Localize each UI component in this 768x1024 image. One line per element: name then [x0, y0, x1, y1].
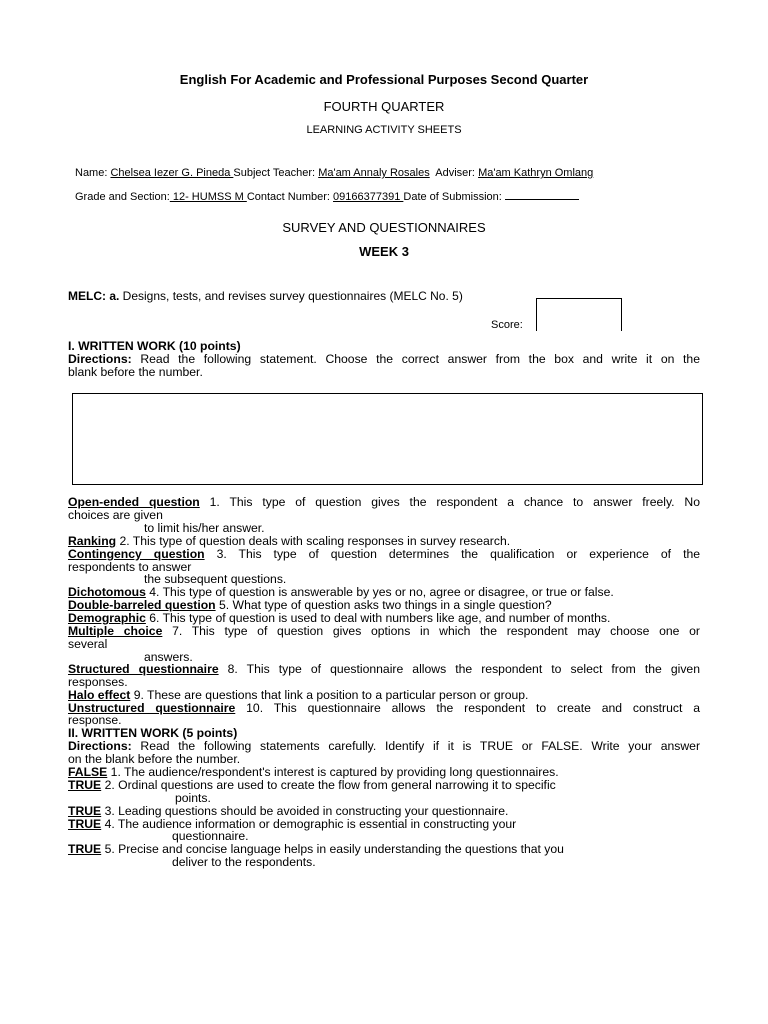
item-text: 3. Leading questions should be avoided in constructing your questionnaire.: [101, 804, 509, 818]
item-text: 5. Precise and concise language helps in easily understanding the questions that you: [101, 842, 564, 856]
course-title: English For Academic and Professional Purposes Second Quarter: [179, 72, 589, 87]
teacher-value: Ma'am Annaly Rosales: [318, 167, 430, 179]
answer-choices-box: [72, 393, 703, 485]
part2-item-5: [68, 843, 564, 856]
info-line-1: [75, 167, 593, 179]
part1-directions-label: Directions:: [68, 352, 132, 366]
info-line-2: [75, 189, 579, 203]
part1-item-8: [68, 663, 700, 676]
melc-line: [68, 289, 463, 303]
item-answer: Dichotomous: [68, 585, 146, 599]
item-text: 10. This questionnaire allows the respondent to create and construct a: [235, 701, 700, 715]
item-answer: TRUE: [68, 778, 102, 792]
part1-item-7: [68, 625, 700, 638]
item-text: 6. This type of question is used to deal with numbers like age, and number of months.: [145, 611, 611, 625]
part1-item-3-cont: respondents to answer: [68, 560, 192, 574]
topic-week: WEEK 3: [359, 244, 409, 259]
score-box: [536, 298, 622, 331]
item-text: 2. Ordinal questions are used to create the flow from general narrowing it to specific: [101, 778, 556, 792]
part2-item-2-cont: points.: [175, 791, 211, 805]
part1-item-3-cont2: the subsequent questions.: [144, 572, 287, 586]
item-answer: Unstructured questionnaire: [68, 701, 236, 715]
part1-item-10-cont: response.: [68, 713, 122, 727]
item-answer: TRUE: [68, 804, 102, 818]
part2-item-4-cont: questionnaire.: [172, 829, 249, 843]
contact-value: 09166377391: [333, 191, 404, 203]
item-answer: Halo effect: [68, 688, 131, 702]
sheet-title: LEARNING ACTIVITY SHEETS: [306, 124, 462, 136]
part2-item-5-cont: deliver to the respondents.: [172, 855, 316, 869]
part1-item-8-cont: responses.: [68, 675, 128, 689]
part1-item-1-cont: choices are given: [68, 508, 163, 522]
item-answer: Structured questionnaire: [68, 662, 219, 676]
item-text: 1. This type of question gives the respondent a chance to answer freely. No: [199, 495, 700, 509]
part1-directions-line2: blank before the number.: [68, 365, 203, 379]
part1-item-1-cont2: to limit his/her answer.: [144, 521, 265, 535]
teacher-label: Subject Teacher:: [233, 167, 316, 179]
grade-label: Grade and Section:: [75, 191, 170, 203]
quarter-title: FOURTH QUARTER: [323, 99, 445, 114]
name-label: Name:: [75, 167, 108, 179]
part2-directions-label: Directions:: [68, 739, 132, 753]
part1-item-7-cont2: answers.: [144, 650, 193, 664]
item-answer: Double-barreled question: [68, 598, 216, 612]
part1-heading: I. WRITTEN WORK (10 points): [68, 339, 241, 353]
item-answer: TRUE: [68, 842, 102, 856]
part2-item-2: [68, 779, 556, 792]
item-answer: Multiple choice: [68, 624, 163, 638]
part1-item-10: [68, 702, 700, 715]
item-text: 9. These are questions that link a position to a particular person or group.: [130, 688, 529, 702]
topic-title: SURVEY AND QUESTIONNAIRES: [282, 220, 486, 235]
item-answer: Demographic: [68, 611, 146, 625]
item-answer: TRUE: [68, 817, 102, 831]
score-label: Score:: [491, 319, 523, 331]
item-text: 4. The audience information or demographic is essential in constructing your: [101, 817, 517, 831]
adviser-value: Ma'am Kathryn Omlang: [478, 167, 594, 179]
part1-directions-text: Read the following statement. Choose the correct answer from the box and write it on the: [131, 352, 700, 366]
item-answer: Contingency question: [68, 547, 205, 561]
item-answer: Open-ended question: [68, 495, 200, 509]
item-text: 8. This type of questionnaire allows the respondent to select from the given: [218, 662, 700, 676]
item-text: 5. What type of question asks two things in a single question?: [215, 598, 552, 612]
item-text: 2. This type of question deals with scaling responses in survey research.: [116, 534, 511, 548]
adviser-label: Adviser:: [435, 167, 475, 179]
melc-label: MELC: a.: [68, 289, 120, 303]
item-text: 3. This type of question determines the qualification or experience of the: [204, 547, 701, 561]
melc-text: Designs, tests, and revises survey questionnaires (MELC No. 5): [119, 289, 463, 303]
part2-directions-text: Read the following statements carefully. Identify if it is TRUE or FALSE. Write your answer: [131, 739, 700, 753]
submission-blank: [505, 189, 579, 200]
item-answer: Ranking: [68, 534, 117, 548]
part2-directions-line2: on the blank before the number.: [68, 752, 241, 766]
submission-label: Date of Submission:: [403, 191, 502, 203]
item-text: 1. The audience/respondent's interest is captured by providing long questionnaires.: [107, 765, 559, 779]
part2-item-4: [68, 818, 516, 831]
item-text: 4. This type of question is answerable by yes or no, agree or disagree, or true or false.: [145, 585, 614, 599]
grade-value: 12- HUMSS M: [169, 191, 247, 203]
contact-label: Contact Number:: [246, 191, 330, 203]
item-text: 7. This type of question gives options in which the respondent may choose one or: [162, 624, 700, 638]
name-value: Chelsea Iezer G. Pineda: [110, 167, 234, 179]
part2-heading: II. WRITTEN WORK (5 points): [68, 726, 238, 740]
part1-item-7-cont: several: [68, 637, 108, 651]
item-answer: FALSE: [68, 765, 108, 779]
